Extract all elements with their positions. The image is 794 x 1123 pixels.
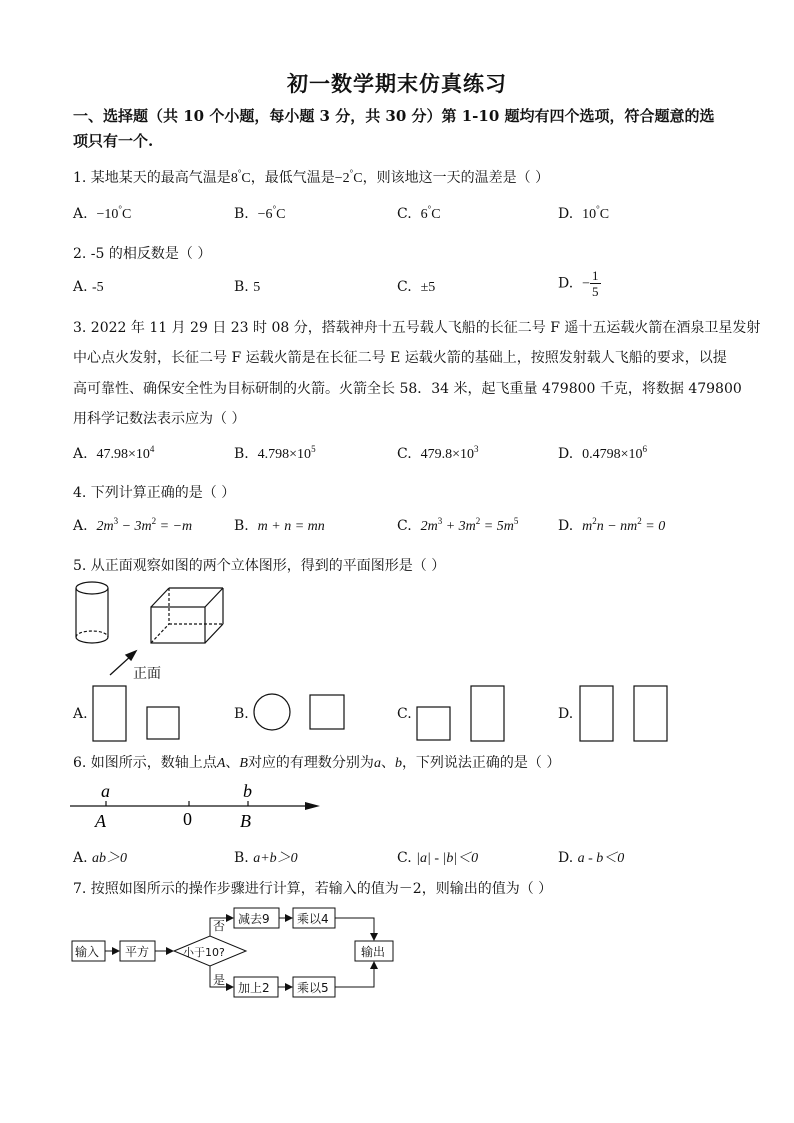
label-output: 输出 [361,945,386,959]
question-4-stem: 4. 下列计算正确的是（ ） [73,485,236,501]
q6-option-c[interactable]: C. |a| - |b|＜0 [397,850,479,866]
question-3-line4: 用科学记数法表示应为（ ） [73,411,246,427]
edge-times4-output [335,918,374,940]
tall-rectangle [93,686,126,741]
question-1-stem [73,167,549,187]
q4-option-d[interactable]: D. $m^2n - nm^2 = 0$ [558,516,666,534]
section-heading-line2: 项只有一个. [73,132,154,150]
label-zero: 0 [183,809,192,829]
q2-option-a[interactable]: A. -5 [73,279,104,295]
question-5-stem: 5. 从正面观察如图的两个立体图形，得到的平面图形是（ ） [73,558,446,574]
q4-option-b[interactable]: B. m + n = mn [234,518,325,534]
label-times4: 乘以4 [297,912,329,926]
section-heading-line1: 一、选择题（共 10 个小题，每小题 3 分，共 30 分）第 1-10 题均有四个选项，符合题意的选 [73,107,715,125]
q4-option-a[interactable]: A. $2m^3 - 3m^2 = -m$ [73,516,193,534]
page-title: 初一数学期末仿真练习 [287,71,507,96]
label-B: B [240,811,251,831]
edge-times5-output [335,962,374,987]
label-no: 否 [213,919,226,933]
q3-option-a[interactable]: A. $47.98\times 10^4$ [73,444,155,462]
q5-option-d-label[interactable]: D. [558,706,574,722]
q6-option-d[interactable]: D. a - b＜0 [558,850,625,866]
q5-option-b-figure[interactable] [250,690,350,735]
q2-option-d[interactable]: D. − $\frac{1}{5}$ [558,268,599,299]
label-minus9: 减去9 [238,912,270,926]
q1-stem-a: 1. 某地某天的最高气温是 [73,170,231,186]
q1-stem-b: ，最低气温是 [250,170,335,186]
q5-option-b-label[interactable]: B. [234,706,249,722]
fraction-one-fifth: $\frac{1}{5}$ [592,268,599,299]
question-3-line1: 3. 2022 年 11 月 29 日 23 时 08 分，搭载神舟十五号载人飞船的长征二号 F 遥十五运载火箭在酒泉卫星发射 [73,320,761,336]
question-3-line2: 中心点火发射，长征二号 F 运载火箭是在长征二号 E 运载火箭的基础上，按照发射载人飞船的要求，以提 [73,350,727,366]
label-yes: 是 [213,973,226,987]
square [310,695,344,729]
q3-option-b[interactable]: B. $4.798\times 10^5$ [234,444,316,462]
tall-rectangle [471,686,504,741]
label-plus2: 加上2 [238,981,270,995]
label-a: a [101,781,110,801]
q1-option-b[interactable]: B. −6°C [234,204,286,222]
tall-rectangle [634,686,667,741]
q1-option-d[interactable]: D. 10°C [558,204,610,222]
label-times5: 乘以5 [297,981,329,995]
question-7-stem: 7. 按照如图所示的操作步骤进行计算，若输入的值为－2，则输出的值为（ ） [73,881,553,897]
q5-option-d-figure[interactable] [576,683,676,743]
axis-arrow-icon [305,802,320,810]
q1-option-a[interactable]: A. −10°C [73,204,132,222]
q5-option-c-figure[interactable] [413,683,513,743]
q4-option-c[interactable]: C. $2m^3 + 3m^2 = 5m^5$ [397,516,519,534]
label-b: b [243,781,252,801]
label-input: 输入 [75,945,100,959]
q5-option-a-label[interactable]: A. [73,706,88,722]
question-2-stem: 2. -5 的相反数是（ ） [73,246,212,262]
question-6-stem: 6. 如图所示，数轴上点A、B对应的有理数分别为a、b，下列说法正确的是（ ） [73,755,561,771]
q2-option-b[interactable]: B. 5 [234,279,261,295]
q1-temp-low: −2°C [334,168,363,186]
q6-option-a[interactable]: A. ab＞0 [73,850,128,866]
number-line [65,778,325,833]
q2-option-c[interactable]: C. ±5 [397,279,436,295]
q1-temp-high: 8°C [230,168,251,186]
q1-option-c[interactable]: C. 6°C [397,204,441,222]
square [147,707,179,739]
q3-option-c[interactable]: C. $479.8\times 10^3$ [397,444,479,462]
square [417,707,450,740]
front-view-label: 正面 [133,666,161,682]
q6-option-b[interactable]: B. a+b＞0 [234,850,298,866]
cube [151,588,223,643]
q5-option-c-label[interactable]: C. [397,706,412,722]
q3-option-d[interactable]: D. $0.4798\times 10^6$ [558,444,647,462]
label-decision: 小于10? [183,946,225,959]
cylinder [76,582,108,643]
question-3-line3: 高可靠性、确保安全性为目标研制的火箭。火箭全长 58．34 米，起飞重量 479800 千克，将数据 479800 [73,381,742,397]
label-square: 平方 [125,945,150,959]
label-A: A [95,811,106,831]
circle [254,694,290,730]
q5-option-a-figure[interactable] [90,683,190,743]
tall-rectangle [580,686,613,741]
q1-stem-c: ，则该地这一天的温差是（ ） [362,170,550,186]
flowchart [70,900,410,1000]
